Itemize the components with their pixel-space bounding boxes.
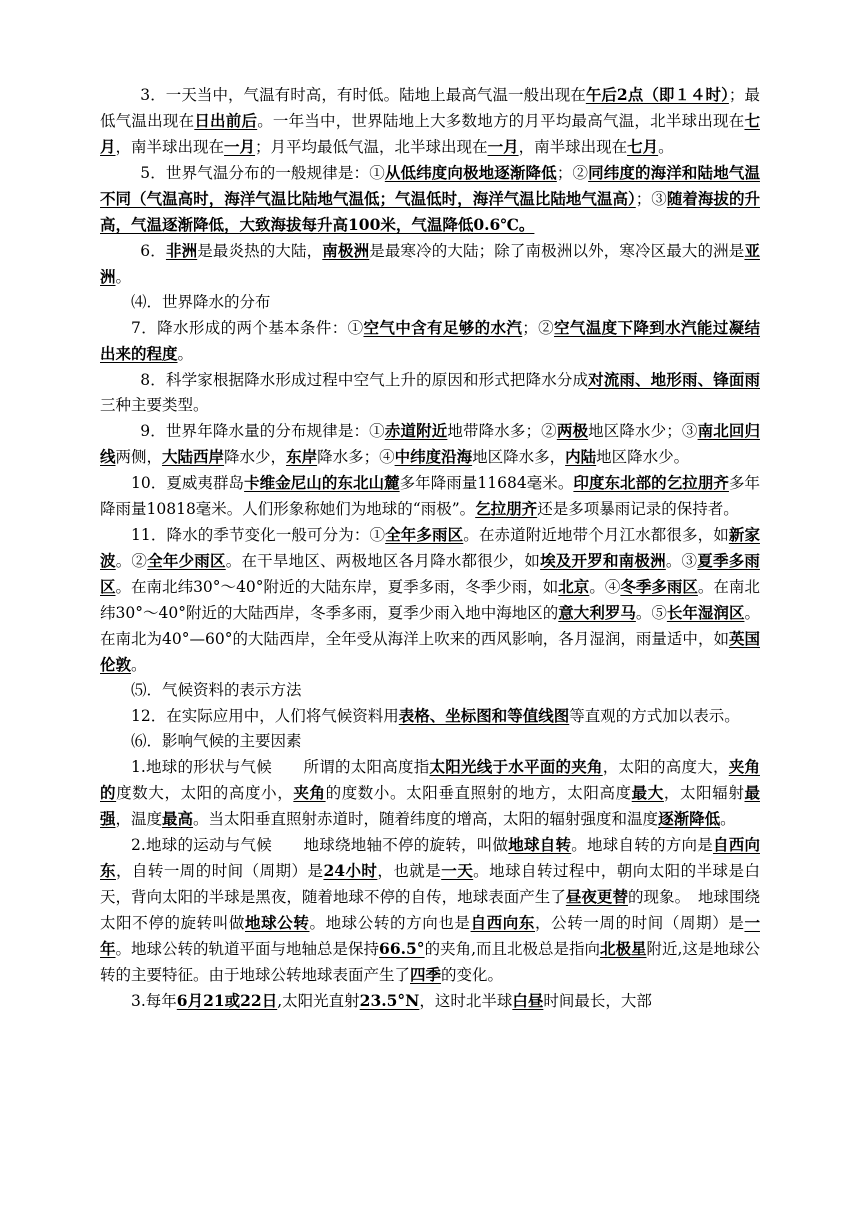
text-run: 3.每年: [131, 992, 177, 1010]
key-term: 66.5°: [379, 939, 425, 958]
text-run: 10．夏威夷群岛: [131, 474, 245, 492]
key-term: 内陆: [565, 447, 597, 466]
text-run: 3．一天当中，气温有时高，有时低。陆地上最高气温一般出现在: [140, 86, 586, 104]
key-term: 日出前后: [194, 111, 258, 130]
text-run: ⑸．气候资料的表示方法: [131, 681, 302, 699]
text-run: ；②: [556, 164, 589, 182]
key-term: 冬季多雨区: [620, 577, 698, 596]
text-run: 还是多项暴雨记录的保持者。: [537, 500, 739, 518]
text-run: 两侧，: [115, 448, 163, 466]
key-term: 大陆西岸: [162, 447, 225, 466]
text-run: 地带降水多；②: [447, 422, 557, 440]
text-run: ，公转一周的时间（周期）是: [535, 914, 745, 932]
paragraph: [100, 703, 760, 729]
text-run: 地区降水多，: [472, 448, 566, 466]
text-run: 8．科学家根据降水形成过程中空气上升的原因和形式把降水分成: [140, 371, 589, 389]
text-run: 多年降雨量11684毫米。: [399, 474, 574, 492]
text-run: ，这时北半球: [419, 992, 513, 1010]
text-run: 。②: [115, 552, 148, 570]
key-term: 南北回归线: [100, 421, 760, 466]
paragraph: [100, 238, 760, 290]
text-run: 2.地球的运动与气候 地球绕地轴不停的旋转，叫做: [131, 836, 509, 854]
key-term: 表格、坐标图和等值线图: [398, 706, 570, 725]
text-run: 。: [177, 345, 194, 363]
section-heading: [100, 729, 760, 754]
key-term: 四季: [410, 965, 442, 984]
text-run: 的现象。 地球围绕太阳不停的旋转叫做: [100, 888, 760, 932]
key-term: 赤道附近: [384, 421, 448, 440]
text-run: ；②: [522, 319, 554, 337]
key-term: 地球公转: [245, 913, 310, 932]
key-term: 对流雨、地形雨、锋面雨: [588, 370, 760, 389]
text-run: 降水少，: [224, 448, 287, 466]
text-run: ，自转一周的时间（周期）是: [115, 862, 324, 880]
text-run: 地区降水少。: [596, 448, 690, 466]
key-term: 七月: [100, 111, 760, 156]
key-term: 北京: [558, 577, 590, 596]
text-run: 。③: [665, 552, 698, 570]
key-term: 东岸: [286, 447, 318, 466]
text-run: 。: [658, 138, 674, 156]
text-run: 是最炎热的大陆，: [197, 242, 323, 260]
paragraph: [100, 754, 760, 832]
key-term: 中纬度沿海: [394, 447, 473, 466]
text-run: 。: [720, 810, 736, 828]
key-term: 南极洲: [322, 241, 370, 260]
key-term: 空气中含有足够的水汽: [363, 318, 523, 337]
paragraph: [100, 160, 760, 238]
key-term: 白昼: [512, 991, 544, 1010]
text-run: ，南半球出现在: [115, 138, 225, 156]
text-run: ；最低气温出现在: [100, 86, 760, 130]
text-run: 12．在实际应用中，人们将气候资料用: [131, 707, 399, 725]
text-run: ，温度: [115, 810, 163, 828]
text-run: 度数大，太阳的高度小，: [116, 784, 294, 802]
text-run: 。⑤: [635, 604, 667, 622]
key-term: 埃及开罗和南极洲: [540, 551, 666, 570]
key-term: 夹角的: [100, 757, 760, 802]
key-term: 自西向东: [100, 835, 760, 880]
key-term: 亚洲: [100, 241, 760, 286]
text-run: 6．: [140, 242, 166, 260]
text-run: 。④: [589, 578, 621, 596]
text-run: 。: [131, 656, 147, 674]
key-term: 23.5°N: [359, 991, 420, 1010]
paragraph: [100, 367, 760, 418]
text-run: 的度数小。太阳垂直照射的地方，太阳高度: [325, 784, 632, 802]
text-run: 附近,这是地球公转的主要特征。由于地球公转地球表面产生了: [100, 940, 760, 984]
key-term: 一年: [100, 913, 760, 958]
text-run: 。地球自转过程中，朝向太阳的半球是白天，背向太阳的半球是黑夜，随着地球不停的自传，地球表面产生了: [100, 862, 760, 906]
text-run: 。当太阳垂直照射赤道时，随着纬度的增高，太阳的辐射强度和温度: [193, 810, 659, 828]
text-run: 11．降水的季节变化一般可分为：①: [131, 526, 386, 544]
key-term: 地球自转: [508, 835, 572, 854]
text-run: 。地球公转的轨道平面与地轴总是保持: [115, 940, 380, 958]
text-run: ，也就是: [377, 862, 442, 880]
text-run: 。在赤道附近地带个月江水都很多，如: [463, 526, 729, 544]
text-run: ，太阳辐射: [663, 784, 745, 802]
key-term: 印度东北部的乞拉朋齐: [573, 473, 729, 492]
key-term: 北极星: [600, 939, 647, 958]
key-term: 随着海拔的升高，气温逐渐降低，大致海拔每升高100米，气温降低0.6℃。: [100, 189, 760, 234]
key-term: 非洲: [165, 241, 198, 260]
text-run: ⑷．世界降水的分布: [131, 293, 271, 311]
key-term: 最强: [100, 783, 760, 828]
key-term: 一天: [441, 861, 474, 880]
key-term: 自西向东: [470, 913, 536, 932]
key-term: 新家波: [100, 525, 760, 570]
key-term: 夏季多雨区: [100, 551, 760, 596]
text-run: ；月平均最低气温，北半球出现在: [255, 138, 488, 156]
text-run: ,太阳光直射: [277, 992, 360, 1010]
key-term: 一月: [487, 137, 519, 156]
text-run: 等直观的方式加以表示。: [569, 707, 740, 725]
key-term: 全年少雨区: [147, 551, 226, 570]
paragraph: [100, 418, 760, 470]
text-run: 。在南北纬30°～40°附近的大陆西岸，冬季多雨，夏季少雨入地中海地区的: [100, 578, 760, 622]
text-run: 的变化。: [441, 966, 504, 984]
key-term: 夹角: [293, 783, 326, 802]
key-term: 英国伦敦: [100, 629, 760, 674]
text-run: 。地球公转的方向也是: [309, 914, 471, 932]
text-run: 多年降雨量10818毫米。人们形象称她们为地球的“雨极”。: [100, 474, 760, 518]
key-term: 太阳光线于水平面的夹角: [429, 757, 603, 776]
paragraph: [100, 470, 760, 522]
paragraph: [100, 522, 760, 678]
key-term: 24小时: [323, 861, 378, 880]
text-run: 9．世界年降水量的分布规律是：①: [140, 422, 385, 440]
text-run: ，太阳的高度大，: [602, 758, 729, 776]
key-term: 两极: [556, 421, 589, 440]
text-run: 1.地球的形状与气候 所谓的太阳高度指: [131, 758, 430, 776]
text-run: ；③: [635, 190, 667, 208]
text-run: 。: [115, 268, 132, 286]
text-run: 时间最长，大部: [543, 992, 652, 1010]
text-run: ⑹．影响气候的主要因素: [131, 732, 302, 750]
key-term: 七月: [627, 137, 659, 156]
section-heading: [100, 290, 760, 315]
key-term: 全年多雨区: [385, 525, 464, 544]
text-run: 。一年当中，世界陆地上大多数地方的月平均最高气温，北半球出现在: [257, 112, 745, 130]
text-run: 的夹角,而且北极总是指向: [424, 940, 601, 958]
paragraph: [100, 832, 760, 988]
document-page: [100, 82, 760, 1014]
key-term: 乞拉朋齐: [475, 499, 538, 518]
section-heading: [100, 678, 760, 703]
key-term: 逐渐降低: [658, 809, 721, 828]
key-term: 卡维金尼山的东北山麓: [244, 473, 400, 492]
key-term: 最高: [162, 809, 194, 828]
text-run: 。在南北为40°—60°的大陆西岸，全年受从海洋上吹来的西风影响，各月湿润，雨量适中，如: [100, 604, 760, 648]
text-run: 5．世界气温分布的一般规律是：①: [140, 164, 385, 182]
text-run: 7．降水形成的两个基本条件：①: [131, 319, 364, 337]
text-run: 。在南北纬30°～40°附近的大陆东岸，夏季多雨，冬季少雨，如: [115, 578, 559, 596]
text-run: 。地球自转的方向是: [571, 836, 713, 854]
paragraph: [100, 315, 760, 367]
key-term: 从低纬度向极地逐渐降低: [384, 163, 557, 182]
key-term: 6月21或22日: [176, 991, 278, 1010]
paragraph: [100, 988, 760, 1014]
text-run: 是最寒冷的大陆；除了南极洲以外，寒冷区最大的洲是: [369, 242, 745, 260]
key-term: 空气温度下降到水汽能过凝结出来的程度: [100, 318, 760, 363]
key-term: 长年湿润区: [666, 603, 745, 622]
key-term: 意大利罗马: [558, 603, 636, 622]
key-term: 昼夜更替: [565, 887, 628, 906]
key-term: 最大: [631, 783, 664, 802]
key-term: 午后2点（即１４时）: [585, 85, 729, 104]
key-term: 同纬度的海洋和陆地气温不同（气温高时，海洋气温比陆地气温低；气温低时，海洋气温比陆地气温高）: [100, 163, 760, 208]
text-run: ，南半球出现在: [518, 138, 628, 156]
text-run: 地区降水少；③: [588, 422, 698, 440]
text-run: 三种主要类型。: [100, 396, 209, 414]
key-term: 一月: [224, 137, 256, 156]
paragraph: [100, 82, 760, 160]
text-run: 。在干旱地区、两极地区各月降水都很少，如: [225, 552, 541, 570]
text-run: 降水多；④: [317, 448, 395, 466]
